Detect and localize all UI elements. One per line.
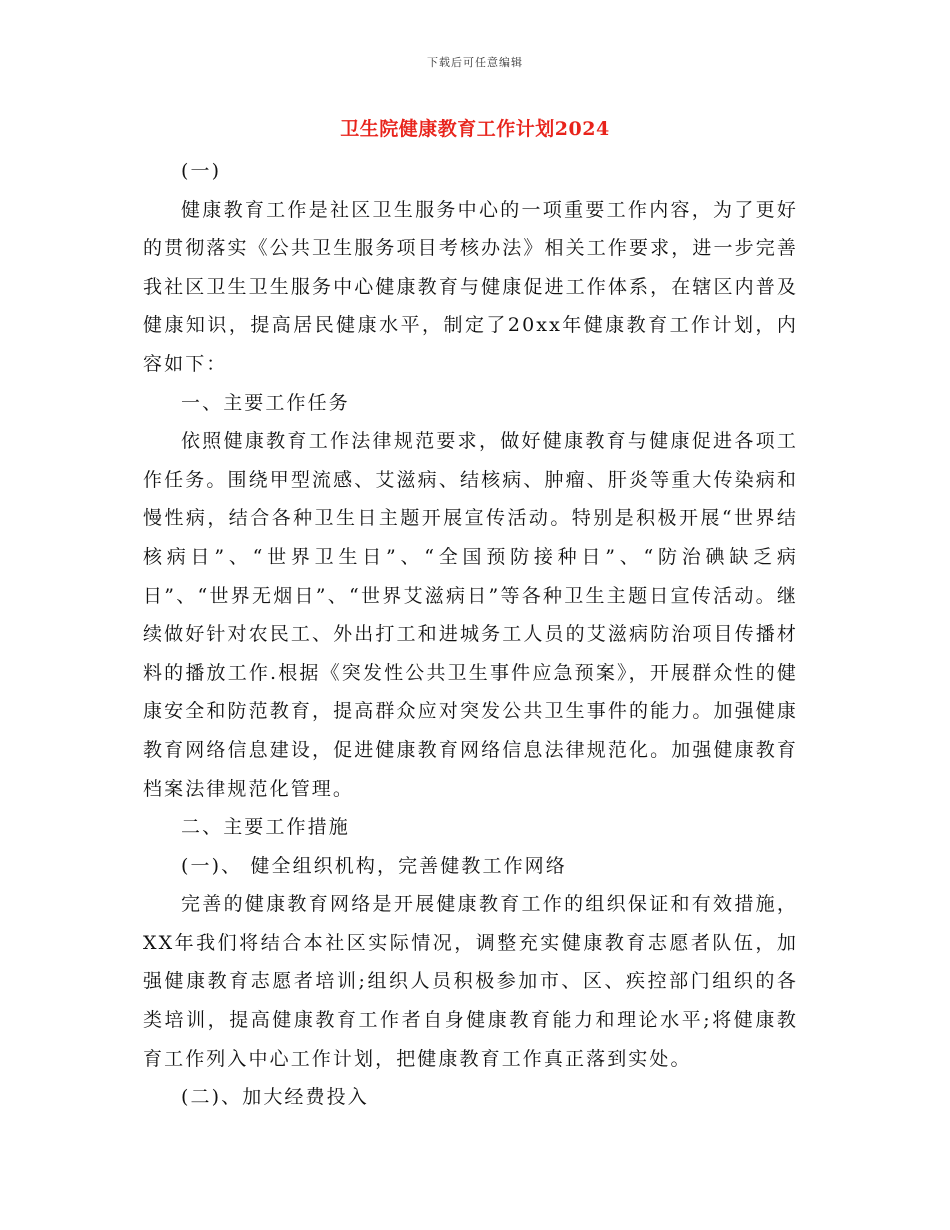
document-body <box>143 152 798 1117</box>
paragraph-intro: 健康教育工作是社区卫生服务中心的一项重要工作内容，为了更好的贯彻落实《公共卫生服务项目考核办法》相关工作要求，进一步完善我社区卫生卫生服务中心健康教育与健康促进工作体系，在辖区内普及健康知识，提高居民健康水平，制定了20xx年健康教育工作计划，内容如下： <box>143 198 798 375</box>
paragraph-main-tasks: 依照健康教育工作法律规范要求，做好健康教育与健康促进各项工作任务。围绕甲型流感、艾滋病、结核病、肿瘤、肝炎等重大传染病和慢性病，结合各种卫生日主题开展宣传活动。特别是积极开展“世界结核病日”、“世界卫生日”、“全国预防接种日”、“防治碘缺乏病日”、“世界无烟日”、“世界艾滋病日”等各种卫生主题日宣传活动。继续做好针对农民工、外出打工和进城务工人员的艾滋病防治项目传播材料的播放工作.根据《突发性公共卫生事件应急预案》，开展群众性的健康安全和防范教育，提高群众应对突发公共卫生事件的能力。加强健康教育网络信息建设，促进健康教育网络信息法律规范化。加强健康教育档案法律规范化管理。 <box>143 430 798 800</box>
paragraph-section-marker: (一) <box>181 160 222 182</box>
paragraph-organization: 完善的健康教育网络是开展健康教育工作的组织保证和有效措施，XX年我们将结合本社区实际情况，调整充实健康教育志愿者队伍，加强健康教育志愿者培训;组织人员积极参加市、区、疾控部门组织的各类培训，提高健康教育工作者自身健康教育能力和理论水平;将健康教育工作列入中心工作计划，把健康教育工作真正落到实处。 <box>143 893 798 1070</box>
header-note: 下载后可任意编辑 <box>427 56 523 69</box>
subheading-funding: (二)、加大经费投入 <box>181 1086 369 1109</box>
subheading-organization: (一)、 健全组织机构，完善健教工作网络 <box>181 854 567 877</box>
heading-main-measures: 二、主要工作措施 <box>181 816 350 839</box>
heading-main-tasks: 一、主要工作任务 <box>181 391 350 414</box>
document-title: 卫生院健康教育工作计划2024 <box>340 118 610 140</box>
